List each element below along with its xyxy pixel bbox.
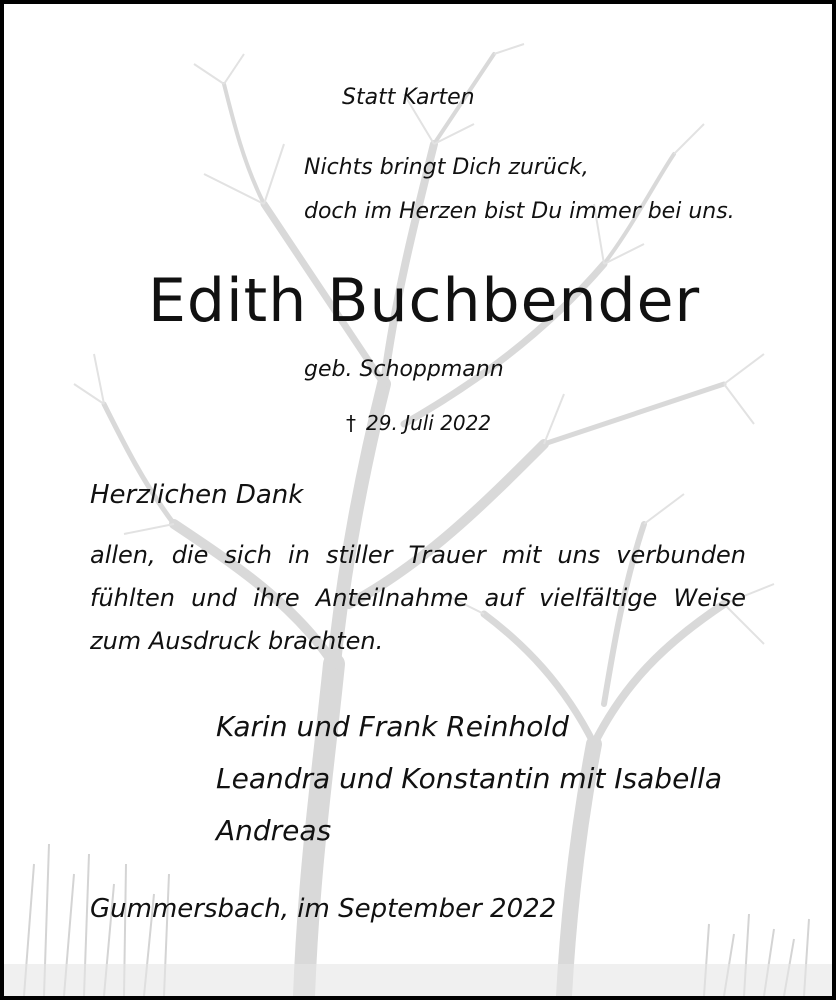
signatory-2: Leandra und Konstantin mit Isabella <box>216 762 723 795</box>
death-line <box>346 410 491 436</box>
signatory-3: Andreas <box>216 814 332 847</box>
dagger-icon: † <box>346 411 356 435</box>
deceased-name: Edith Buchbender <box>148 266 701 336</box>
signatory-1: Karin und Frank Reinhold <box>216 710 569 743</box>
intro-text: Statt Karten <box>342 85 475 110</box>
death-date: 29. Juli 2022 <box>366 411 492 435</box>
verse-line-2: doch im Herzen bist Du immer bei uns. <box>304 199 735 224</box>
place-date: Gummersbach, im September 2022 <box>90 894 557 924</box>
verse-line-1: Nichts bringt Dich zurück, <box>304 155 589 180</box>
maiden-name: geb. Schoppmann <box>304 357 504 382</box>
thanks-text: allen, die sich in stiller Trauer mit uns verbunden fühlten und ihre Anteilnahme auf vielfältige Weise zum Ausdruck brachten. <box>90 541 746 655</box>
thanks-heading: Herzlichen Dank <box>90 480 304 510</box>
